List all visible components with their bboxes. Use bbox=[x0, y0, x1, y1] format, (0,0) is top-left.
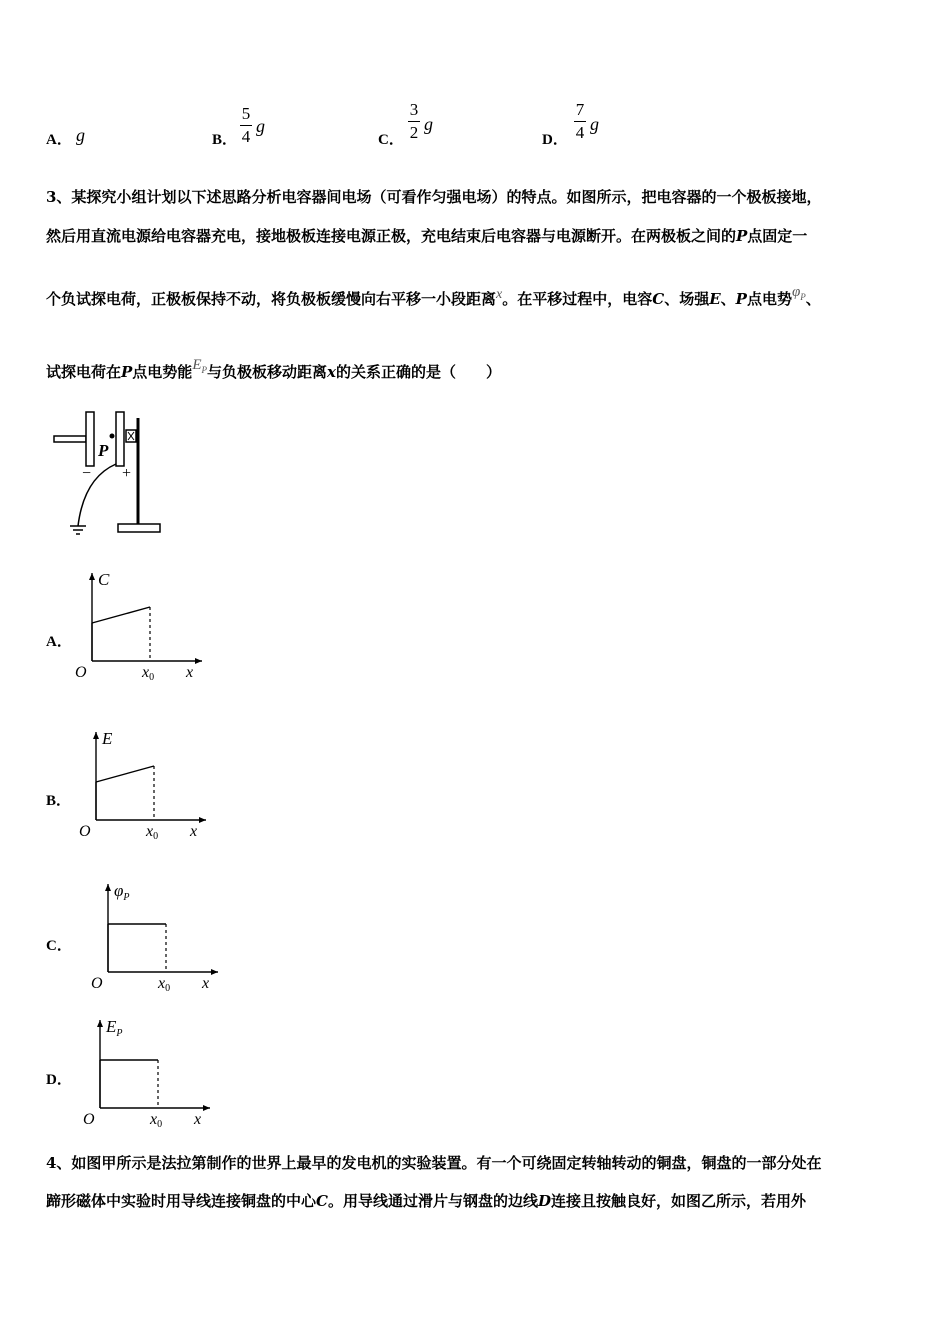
x0-tick-label: x0 bbox=[150, 1111, 163, 1130]
option-a-value: g bbox=[76, 125, 85, 145]
option-3-label: C． bbox=[46, 938, 72, 954]
x0-tick-label: x0 bbox=[142, 664, 155, 683]
option-b-label: B． bbox=[212, 132, 238, 148]
option-1-graph bbox=[70, 565, 210, 690]
option-1-label: A． bbox=[46, 634, 72, 650]
x0-tick-label: x0 bbox=[158, 975, 171, 994]
option-c-unit: g bbox=[424, 114, 433, 134]
y-axis-label: $\varphi_P$ bbox=[114, 881, 130, 903]
option-b-fraction: 5 4 bbox=[241, 104, 251, 146]
option-d-label: D． bbox=[542, 132, 568, 148]
x-axis-label: x bbox=[186, 664, 194, 681]
option-2-graph bbox=[74, 724, 214, 849]
series-line bbox=[96, 766, 154, 782]
option-c-label: C． bbox=[378, 132, 404, 148]
q4-line-2: 蹄形磁体中实验时用导线连接铜盘的中心C。用导线通过滑片与钢盘的边线D连接且按触良好，如图乙所示，若用外 bbox=[46, 1192, 807, 1210]
fig-minus-label: − bbox=[82, 465, 92, 482]
y-axis-arrow bbox=[105, 884, 111, 891]
origin-label: O bbox=[79, 823, 91, 840]
q3-line-1: 3、某探究小组计划以下述思路分析电容器间电场（可看作匀强电场）的特点。如图所示，把电容器的一个极板接地， bbox=[46, 188, 822, 206]
y-axis-arrow bbox=[89, 573, 95, 580]
y-axis-arrow bbox=[97, 1020, 103, 1027]
option-b-unit: g bbox=[256, 116, 265, 136]
option-4-label: D． bbox=[46, 1072, 72, 1088]
q3-line-3: 个负试探电荷，正极板保持不动，将负极板缓慢向右平移一小段距离x。在平移过程中，电容C、场强E、P点电势$\varphi_P$、 bbox=[46, 284, 821, 308]
origin-label: O bbox=[83, 1111, 95, 1128]
y-axis-label: C bbox=[98, 570, 110, 589]
x0-tick-label: x0 bbox=[146, 823, 159, 842]
option-c-fraction: 3 2 bbox=[409, 100, 419, 142]
x-axis-label: x bbox=[194, 1111, 202, 1128]
fig-p-label: P bbox=[98, 441, 109, 460]
x-axis-arrow bbox=[199, 817, 206, 823]
option-a-label: A． bbox=[46, 132, 72, 148]
origin-label: O bbox=[75, 664, 87, 681]
option-2-label: B． bbox=[46, 793, 72, 809]
option-3-graph bbox=[86, 876, 226, 1001]
y-axis-arrow bbox=[93, 732, 99, 739]
x-axis-arrow bbox=[211, 969, 218, 975]
y-axis-label: $E_P$ bbox=[106, 1017, 123, 1039]
capacitor-figure bbox=[52, 408, 172, 540]
x-axis-label: x bbox=[190, 823, 198, 840]
option-4-graph bbox=[78, 1012, 218, 1137]
origin-label: O bbox=[91, 975, 103, 992]
x-axis-arrow bbox=[195, 658, 202, 664]
y-axis-label: E bbox=[102, 729, 113, 748]
fig-plus-label: + bbox=[122, 465, 132, 482]
q3-line-2: 然后用直流电源给电容器充电，接地极板连接电源正极，充电结束后电容器与电源断开。在两极板之间的P点固定一 bbox=[46, 227, 808, 245]
option-d-unit: g bbox=[590, 114, 599, 134]
q4-line-1: 4、如图甲所示是法拉第制作的世界上最早的发电机的实验装置。有一个可绕固定转轴转动的铜盘，铜盘的一部分处在 bbox=[46, 1154, 822, 1172]
x-axis-label: x bbox=[202, 975, 210, 992]
option-d-fraction: 7 4 bbox=[575, 100, 585, 142]
series-line bbox=[92, 607, 150, 623]
x-axis-arrow bbox=[203, 1105, 210, 1111]
q3-line-4: 试探电荷在P点电势能$E_P$与负极板移动距离x的关系正确的是（ ） bbox=[46, 357, 501, 381]
